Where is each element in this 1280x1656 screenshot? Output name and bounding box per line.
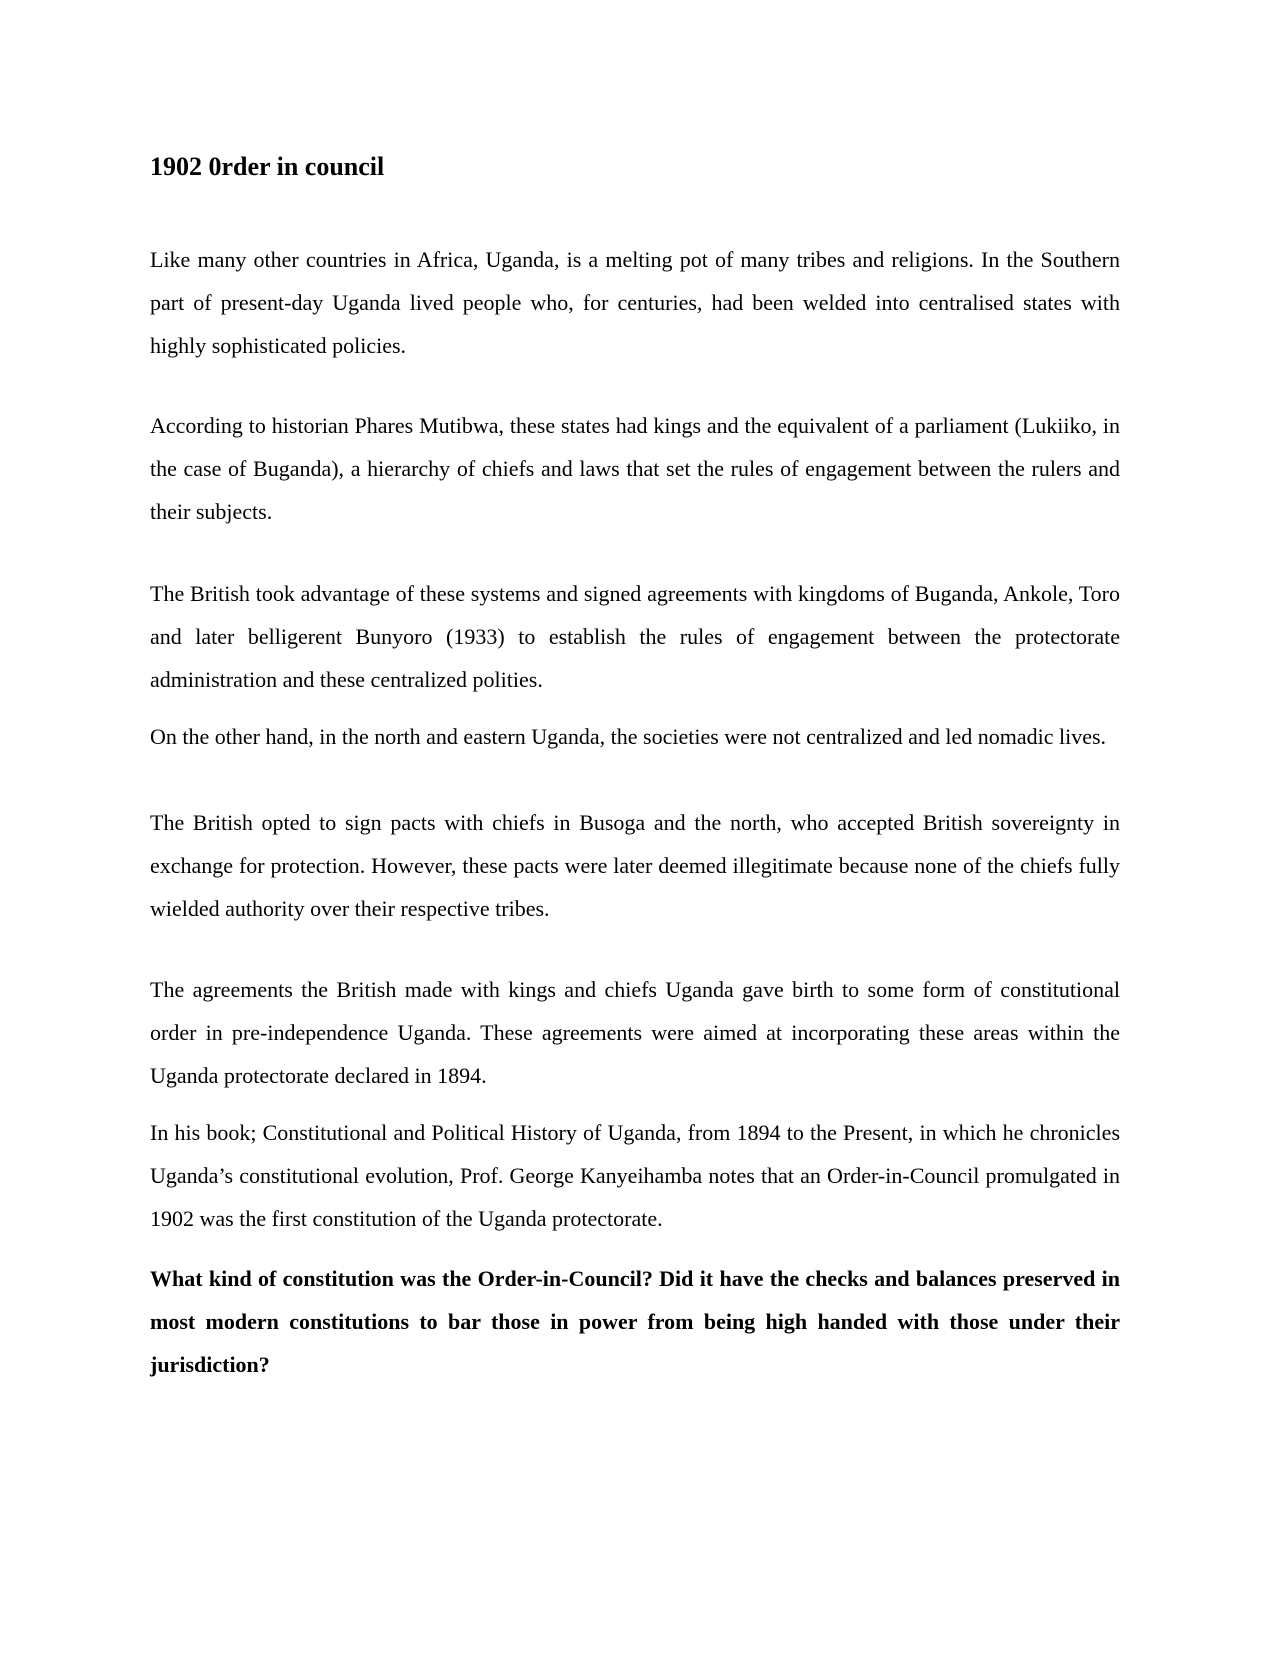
paragraph-melting-pot: Like many other countries in Africa, Uganda, is a melting pot of many tribes and religions. In the Southern part of present-day Uganda lived people who, for centuries, had been welded into centralised states with highly sophisticated policies. xyxy=(150,247,1120,358)
document-title: 1902 0rder in council xyxy=(150,152,385,181)
paragraph-mutibwa: According to historian Phares Mutibwa, these states had kings and the equivalent of a parliament (Lukiiko, in the case of Buganda), a hierarchy of chiefs and laws that set the rules of engagement between the rulers and their subjects. xyxy=(150,413,1120,524)
closing-question: What kind of constitution was the Order-in-Council? Did it have the checks and balances preserved in most modern constitutions to bar those in power from being high handed with those under their jurisdiction? xyxy=(150,1266,1120,1377)
paragraph-british-agreements: The British took advantage of these systems and signed agreements with kingdoms of Buganda, Ankole, Toro and later belligerent Bunyoro (1933) to establish the rules of engagement between the protectorate administration and these centralized polities. xyxy=(150,581,1120,692)
paragraph-busoga-pacts: The British opted to sign pacts with chiefs in Busoga and the north, who accepted British sovereignty in exchange for protection. However, these pacts were later deemed illegitimate because none of the chiefs fully wielded authority over their respective tribes. xyxy=(150,810,1120,921)
paragraph-north-east: On the other hand, in the north and eastern Uganda, the societies were not centralized and led nomadic lives. xyxy=(150,724,1107,749)
paragraph-constitutional-order: The agreements the British made with kings and chiefs Uganda gave birth to some form of constitutional order in pre-independence Uganda. These agreements were aimed at incorporating these areas within the Uganda protectorate declared in 1894. xyxy=(150,977,1120,1088)
paragraph-kanyeihamba: In his book; Constitutional and Political History of Uganda, from 1894 to the Present, in which he chronicles Uganda’s constitutional evolution, Prof. George Kanyeihamba notes that an Order-in-Council promulgated in 1902 was the first constitution of the Uganda protectorate. xyxy=(150,1120,1120,1231)
